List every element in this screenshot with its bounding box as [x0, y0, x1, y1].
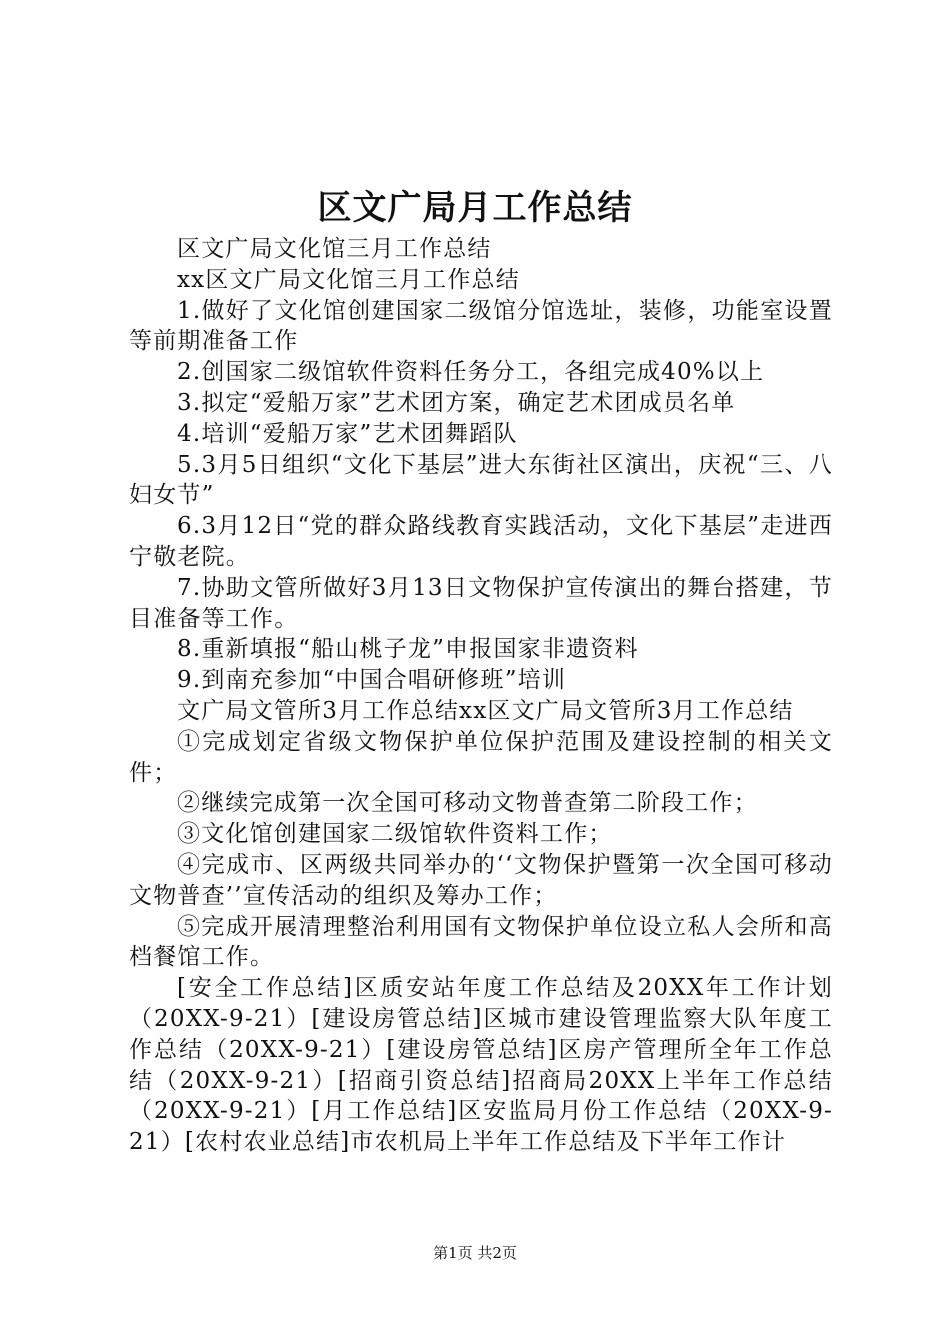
paragraph: ③文化馆创建国家二级馆软件资料工作； [177, 821, 613, 848]
paragraph: ①完成划定省级文物保护单位保护范围及建设控制的相关文件； [129, 728, 833, 786]
paragraph: 1.做好了文化馆创建国家二级馆分馆选址，装修，功能室设置等前期准备工作 [129, 297, 833, 355]
page-footer: 第1页 共2页 [433, 1244, 517, 1262]
paragraph: 3.拟定“爱船万家”艺术团方案，确定艺术团成员名单 [177, 389, 736, 416]
paragraph: 文广局文管所3月工作总结xx区文广局文管所3月工作总结 [177, 697, 794, 724]
document-body [129, 234, 833, 1158]
paragraph: ④完成市、区两级共同举办的‘‘文物保护暨第一次全国可移动文物普查’’宣传活动的组织及筹办工作； [129, 851, 833, 909]
paragraph: 4.培训“爱船万家”艺术团舞蹈队 [177, 420, 518, 447]
paragraph: 区文广局文化馆三月工作总结 [177, 236, 492, 262]
paragraph: xx区文广局文化馆三月工作总结 [177, 266, 520, 293]
paragraph: ⑤完成开展清理整治利用国有文物保护单位设立私人会所和高档餐馆工作。 [129, 913, 833, 971]
paragraph: 2.创国家二级馆软件资料任务分工，各组完成40%以上 [177, 359, 765, 386]
paragraph: 8.重新填报“船山桃子龙”申报国家非遗资料 [177, 636, 639, 663]
paragraph: [安全工作总结]区质安站年度工作总结及20XX年工作计划（20XX-9-21）[建设房管总结]区城市建设管理监察大队年度工作总结（20XX-9-21）[建设房管总结]区房产管理所全年工作总结（20XX-9-21）[招商引资总结]招商局20XX上半年工作总结（20XX-9-21）[月工作总结]区安监局月份工作总结（20XX-9-21）[农村农业总结]市农机局上半年工作总结及下半年工作计 [129, 975, 833, 1156]
paragraph: 5.3月5日组织“文化下基层”进大东街社区演出，庆祝“三、八妇女节” [129, 451, 833, 509]
paragraph: 9.到南充参加“中国合唱研修班”培训 [177, 667, 567, 694]
paragraph: 6.3月12日“党的群众路线教育实践活动，文化下基层”走进西宁敬老院。 [129, 513, 833, 570]
paragraph: ②继续完成第一次全国可移动文物普查第二阶段工作； [177, 790, 758, 817]
paragraph: 7.协助文管所做好3月13日文物保护宣传演出的舞台搭建，节目准备等工作。 [129, 574, 833, 632]
document-title: 区文广局月工作总结 [317, 188, 633, 228]
